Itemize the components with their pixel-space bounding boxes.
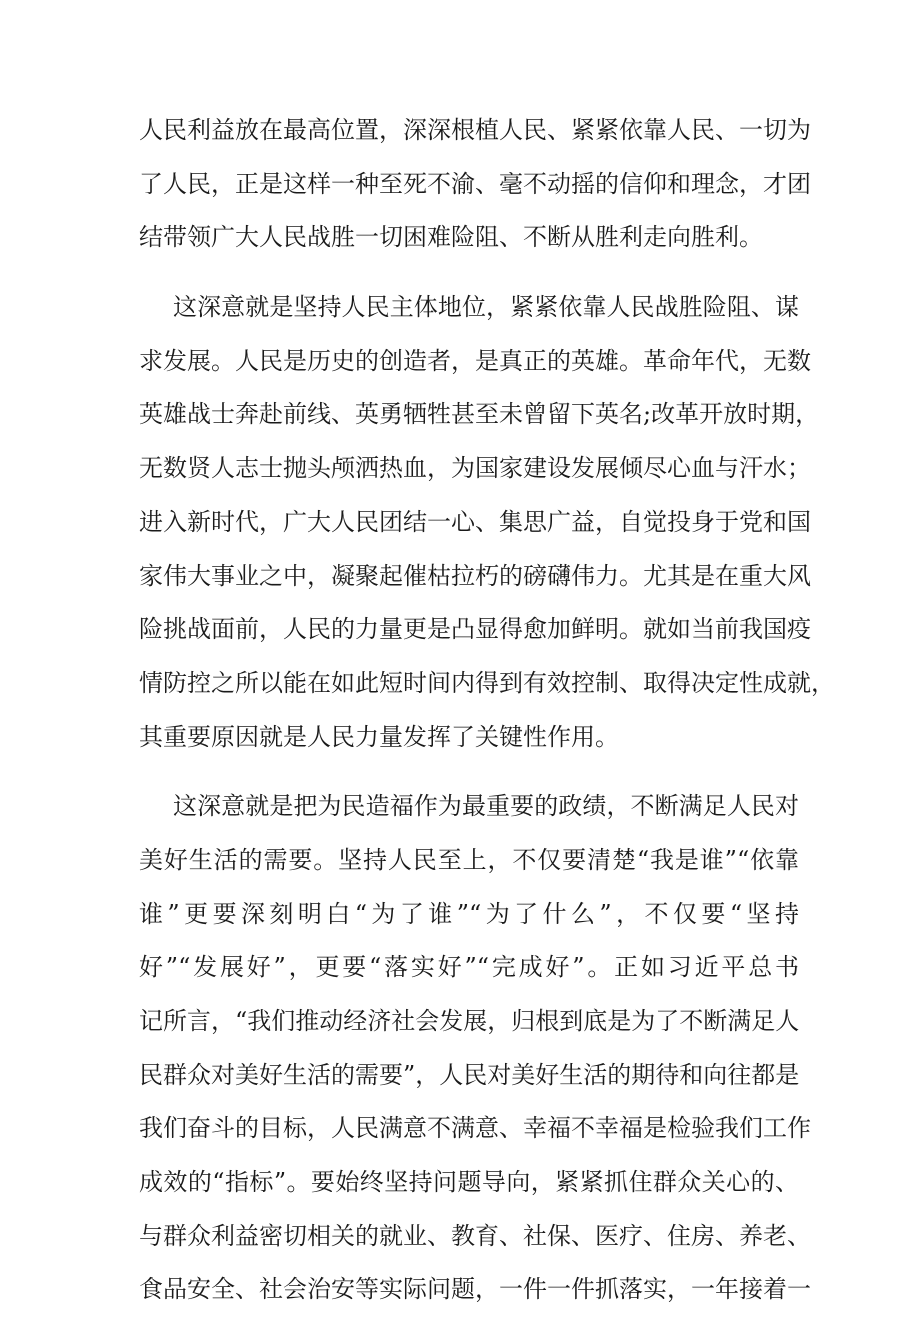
paragraph-1 xyxy=(139,104,811,265)
text-line: 结带领广大人民战胜一切困难险阻、不断从胜利走向胜利。 xyxy=(139,223,763,252)
text-line: 险挑战面前，人民的力量更是凸显得愈加鲜明。就如当前我国疫 xyxy=(139,615,811,644)
text-line: 我们奋斗的目标，人民满意不满意、幸福不幸福是检验我们工作 xyxy=(139,1114,811,1143)
text-line: 情防控之所以能在如此短时间内得到有效控制、取得决定性成就， xyxy=(139,668,835,697)
text-line: 进入新时代，广大人民团结一心、集思广益，自觉投身于党和国 xyxy=(139,507,811,536)
text-line: 英雄战士奔赴前线、英勇牺牲甚至未曾留下英名;改革开放时期， xyxy=(139,400,820,429)
text-line: 这深意就是把为民造福作为最重要的政绩，不断满足人民对 xyxy=(173,792,799,821)
text-line: 这深意就是坚持人民主体地位，紧紧依靠人民战胜险阻、谋 xyxy=(173,293,799,322)
text-line: 家伟大事业之中，凝聚起催枯拉朽的磅礴伟力。尤其是在重大风 xyxy=(139,561,811,590)
text-line: 成效的“指标”。要始终坚持问题导向，紧紧抓住群众关心的、 xyxy=(139,1168,799,1197)
text-line: 食品安全、社会治安等实际问题，一件一件抓落实，一年接着一 xyxy=(139,1275,811,1304)
document-body xyxy=(139,104,835,1317)
paragraph-spacer xyxy=(139,764,799,780)
paragraph-spacer xyxy=(139,265,799,281)
text-line: 了人民，正是这样一种至死不渝、毫不动摇的信仰和理念，才团 xyxy=(139,169,811,198)
paragraph-2 xyxy=(139,281,835,764)
text-line: 记所言，“我们推动经济社会发展，归根到底是为了不断满足人 xyxy=(139,1007,800,1035)
paragraph-3 xyxy=(139,780,811,1317)
text-line: 其重要原因就是人民力量发挥了关键性作用。 xyxy=(139,722,619,751)
text-line: 谁”更要深刻明白“为了谁”“为了什么”，不仅要“坚持 xyxy=(139,899,799,928)
text-line: 好”“发展好”，更要“落实好”“完成好”。正如习近平总书 xyxy=(139,953,799,982)
text-line: 与群众利益密切相关的就业、教育、社保、医疗、住房、养老、 xyxy=(139,1221,811,1250)
text-line: 求发展。人民是历史的创造者，是真正的英雄。革命年代，无数 xyxy=(139,346,811,375)
text-line: 无数贤人志士抛头颅洒热血，为国家建设发展倾尽心血与汗水； xyxy=(139,454,811,483)
text-line: 民群众对美好生活的需要”，人民对美好生活的期待和向往都是 xyxy=(139,1060,800,1089)
text-line: 人民利益放在最高位置，深深根植人民、紧紧依靠人民、一切为 xyxy=(139,116,811,144)
text-line: 美好生活的需要。坚持人民至上，不仅要清楚“我是谁”“依靠 xyxy=(139,845,799,874)
